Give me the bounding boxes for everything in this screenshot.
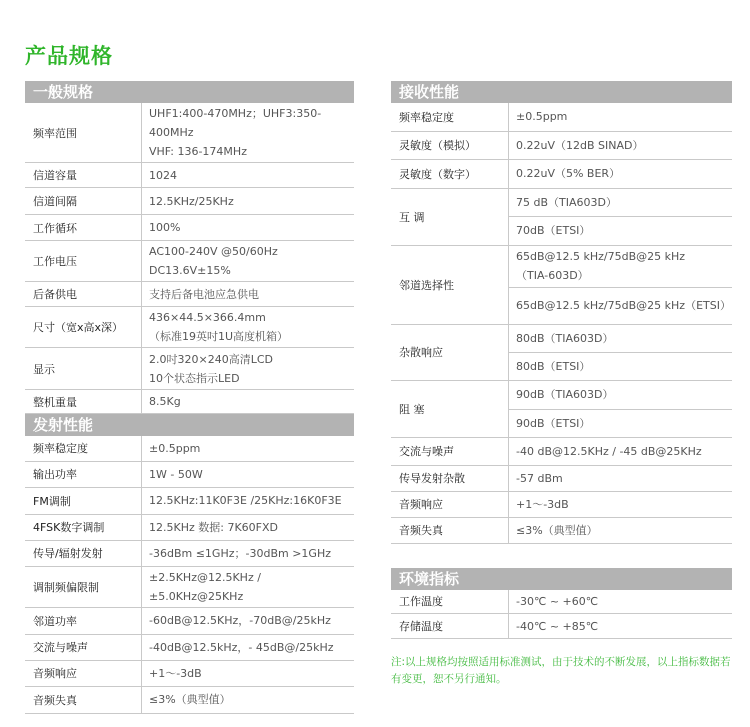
spec-label: 交流与噪声 xyxy=(391,437,509,465)
spec-value: 80dB（TIA603D） xyxy=(509,324,733,352)
transmit-specs-table xyxy=(25,436,354,714)
spec-label: 音频失真 xyxy=(391,517,509,543)
spec-label: 存储温度 xyxy=(391,614,509,639)
spec-value: 100% xyxy=(142,215,355,241)
spec-value: AC100-240V @50/60Hz DC13.6V±15% xyxy=(142,241,355,282)
table-row xyxy=(25,188,354,215)
spec-label: 音频响应 xyxy=(25,660,142,686)
table-row xyxy=(25,514,354,540)
spec-value: 2.0吋320×240高清LCD 10个状态指示LED xyxy=(142,348,355,390)
table-row xyxy=(25,607,354,634)
spec-label: 互 调 xyxy=(391,188,509,245)
table-row xyxy=(25,163,354,188)
table-row xyxy=(391,590,732,614)
spec-label: 工作温度 xyxy=(391,590,509,614)
spec-value: 65dB@12.5 kHz/75dB@25 kHz（ETSI） xyxy=(509,287,733,324)
table-row xyxy=(25,307,354,348)
spec-value: 70dB（ETSI） xyxy=(509,216,733,245)
spec-value: -30℃ ~ +60℃ xyxy=(509,590,733,614)
table-row xyxy=(25,282,354,307)
table-row xyxy=(25,348,354,390)
spec-label: 杂散响应 xyxy=(391,324,509,380)
spec-value: 8.5Kg xyxy=(142,390,355,414)
spec-label: 信道间隔 xyxy=(25,188,142,215)
spec-label: 显示 xyxy=(25,348,142,390)
table-row xyxy=(391,465,732,491)
spec-value: 0.22uV（12dB SINAD） xyxy=(509,131,733,159)
spec-value: -40 dB@12.5KHz / -45 dB@25KHz xyxy=(509,437,733,465)
table-row xyxy=(25,461,354,487)
receive-specs-header: 接收性能 xyxy=(391,81,732,103)
table-row xyxy=(25,436,354,461)
spec-value: -60dB@12.5KHz，-70dB@/25kHz xyxy=(142,607,355,634)
table-row xyxy=(391,159,732,188)
spec-label: 灵敏度（数字） xyxy=(391,159,509,188)
spec-label: 邻道选择性 xyxy=(391,245,509,324)
table-row xyxy=(391,131,732,159)
table-row xyxy=(25,215,354,241)
spec-value: ≤3%（典型值） xyxy=(509,517,733,543)
table-row xyxy=(391,491,732,517)
spec-label: 信道容量 xyxy=(25,163,142,188)
spec-label: 工作循环 xyxy=(25,215,142,241)
spec-value: UHF1:400-470MHz；UHF3:350-400MHz VHF: 136-174MHz xyxy=(142,103,355,163)
spec-label: 调制频偏限制 xyxy=(25,566,142,607)
spec-label: 灵敏度（模拟） xyxy=(391,131,509,159)
spec-label: 传导/辐射发射 xyxy=(25,540,142,566)
table-row xyxy=(25,634,354,660)
table-row xyxy=(391,380,732,409)
table-row xyxy=(25,660,354,686)
page-title: 产品规格 xyxy=(25,44,113,68)
table-row xyxy=(25,566,354,607)
left-column xyxy=(25,81,354,714)
table-row xyxy=(25,487,354,514)
spec-label: 交流与噪声 xyxy=(25,634,142,660)
table-row xyxy=(25,241,354,282)
spec-label: 频率稳定度 xyxy=(25,436,142,461)
spec-value: ±0.5ppm xyxy=(142,436,355,461)
table-row xyxy=(391,614,732,639)
spec-value: -57 dBm xyxy=(509,465,733,491)
spec-value: 支持后备电池应急供电 xyxy=(142,282,355,307)
disclaimer-note: 注:以上规格均按照适用标准测试，由于技术的不断发展，以上指标数据若有变更，恕不另行通知。 xyxy=(391,656,731,685)
spec-value: 65dB@12.5 kHz/75dB@25 kHz （TIA-603D） xyxy=(509,245,733,287)
spec-value: -36dBm ≤1GHz；-30dBm >1GHz xyxy=(142,540,355,566)
receive-specs-table xyxy=(391,103,732,544)
table-row xyxy=(391,245,732,287)
spec-label: 输出功率 xyxy=(25,461,142,487)
spec-value: 1024 xyxy=(142,163,355,188)
table-row xyxy=(391,437,732,465)
spec-label: 邻道功率 xyxy=(25,607,142,634)
spec-value: 12.5KHz:11K0F3E /25KHz:16K0F3E xyxy=(142,487,355,514)
spec-value: ±2.5KHz@12.5KHz / ±5.0KHz@25KHz xyxy=(142,566,355,607)
spec-value: 436×44.5×366.4mm （标准19英吋1U高度机箱） xyxy=(142,307,355,348)
spec-value: 90dB（ETSI） xyxy=(509,409,733,437)
spec-value: ≤3%（典型值） xyxy=(142,686,355,713)
spec-label: 4FSK数字调制 xyxy=(25,514,142,540)
table-row xyxy=(25,390,354,414)
spec-label: 后备供电 xyxy=(25,282,142,307)
spec-label: 整机重量 xyxy=(25,390,142,414)
spec-label: 音频响应 xyxy=(391,491,509,517)
spec-value: +1～-3dB xyxy=(509,491,733,517)
spec-label: 阻 塞 xyxy=(391,380,509,437)
table-row xyxy=(391,517,732,543)
spec-value: -40dB@12.5kHz，- 45dB@/25kHz xyxy=(142,634,355,660)
general-specs-table xyxy=(25,103,354,414)
environment-specs-table xyxy=(391,590,732,640)
table-row xyxy=(391,188,732,216)
right-column xyxy=(391,81,732,639)
table-row xyxy=(25,686,354,713)
general-specs-header: 一般规格 xyxy=(25,81,354,103)
spec-value: 12.5KHz 数据: 7K60FXD xyxy=(142,514,355,540)
transmit-specs-header: 发射性能 xyxy=(25,414,354,436)
spec-label: 传导发射杂散 xyxy=(391,465,509,491)
table-row xyxy=(25,103,354,163)
spec-value: 0.22uV（5% BER） xyxy=(509,159,733,188)
spec-value: ±0.5ppm xyxy=(509,103,733,131)
spec-label: 频率稳定度 xyxy=(391,103,509,131)
spec-label: 尺寸（宽x高x深） xyxy=(25,307,142,348)
spec-value: 90dB（TIA603D） xyxy=(509,380,733,409)
spec-value: 12.5KHz/25KHz xyxy=(142,188,355,215)
table-row xyxy=(391,103,732,131)
environment-specs-header: 环境指标 xyxy=(391,568,732,590)
spec-label: 频率范围 xyxy=(25,103,142,163)
table-row xyxy=(25,540,354,566)
spec-value: 75 dB（TIA603D） xyxy=(509,188,733,216)
spec-label: 音频失真 xyxy=(25,686,142,713)
spec-value: -40℃ ~ +85℃ xyxy=(509,614,733,639)
spec-value: 1W - 50W xyxy=(142,461,355,487)
table-row xyxy=(391,324,732,352)
spec-label: 工作电压 xyxy=(25,241,142,282)
spec-value: 80dB（ETSI） xyxy=(509,352,733,380)
spec-label: FM调制 xyxy=(25,487,142,514)
spec-value: +1～-3dB xyxy=(142,660,355,686)
